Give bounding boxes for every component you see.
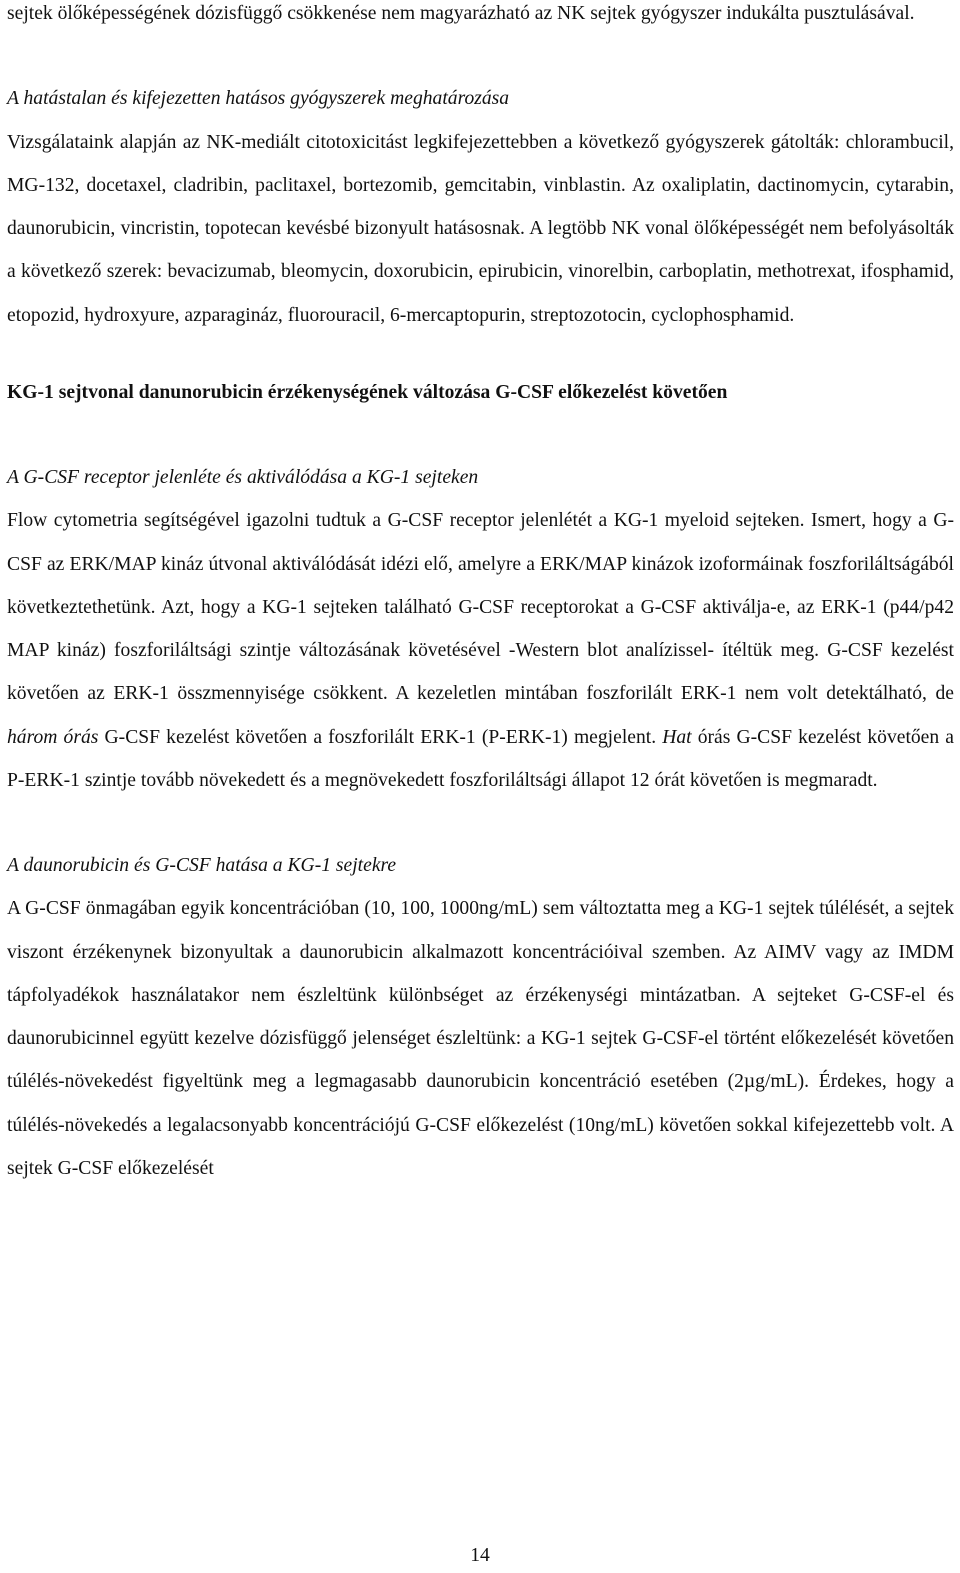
spacer: [7, 414, 954, 456]
spacer: [7, 35, 954, 77]
intro-paragraph: sejtek ölőképességének dózisfüggő csökkenése nem magyarázható az NK sejtek gyógyszer indukálta pusztulásával.: [7, 3, 915, 24]
section4-title: A daunorubicin és G-CSF hatása a KG-1 sejtekre: [7, 855, 397, 876]
section3-title: A G-CSF receptor jelenléte és aktiválódása a KG-1 sejteken: [7, 467, 479, 488]
section3-paragraph: [7, 499, 954, 802]
spacer: [7, 337, 954, 371]
spacer: [7, 802, 954, 844]
section3-italic-three-hours: három órás: [7, 726, 99, 748]
section2-title: KG-1 sejtvonal danunorubicin érzékenységének változása G-CSF előkezelést követően: [7, 381, 728, 403]
section3-text-part3: órás G-CSF kezelést követően a P-ERK-1 szintje tovább növekedett és a megnövekedett foszforiláltsági állapot 12 órát követően is megmaradt.: [7, 726, 954, 791]
section3-text-part1: Flow cytometria segítségével igazolni tudtuk a G-CSF receptor jelenlétét a KG-1 myeloid sejteken. Ismert, hogy a G-CSF az ERK/MAP kináz útvonal aktiválódását idézi elő, amelyre a ERK/MAP kinázok izoformáinak foszforiláltságából következtethetünk. Azt, hogy a KG-1 sejteken található G-CSF receptorokat a G-CSF aktiválja-e, az ERK-1 (p44/p42 MAP kináz) foszforiláltsági szintje változásának követésével -Western blot analízissel- ítéltük meg. G-CSF kezelést követően az ERK-1 összmennyisége csökkent. A kezeletlen mintában foszforilált ERK-1 nem volt detektálható, de: [7, 510, 954, 705]
section4-paragraph: A G-CSF önmagában egyik koncentrációban (10, 100, 1000ng/mL) sem változtatta meg a KG-1 sejtek túlélését, a sejtek viszont érzékenynek bizonyultak a daunorubicin alkalmazott koncentrációival szemben. Az AIMV vagy az IMDM tápfolyadékok használatakor nem észleltünk különbséget az érzékenységi mintázatban. A sejteket G-CSF-el és daunorubicinnel együtt kezelve dózisfüggő jelenséget észleltünk: a KG-1 sejtek G-CSF-el történt előkezelését követően túlélés-növekedést figyeltünk meg a legmagasabb daunorubicin koncentráció esetében (2µg/mL). Érdekes, hogy a túlélés-növekedés a legalacsonyabb koncentrációjú G-CSF előkezelést (10ng/mL) követően sokkal kifejezettebb volt. A sejtek G-CSF előkezelését: [7, 898, 954, 1179]
document-page: [7, 0, 954, 1190]
page-number: 14: [470, 1545, 490, 1566]
section1-title: A hatástalan és kifejezetten hatásos gyógyszerek meghatározása: [7, 88, 510, 110]
section3-text-part2: G-CSF kezelést követően a foszforilált ERK-1 (P-ERK-1) megjelent.: [98, 726, 663, 748]
section1-paragraph: Vizsgálataink alapján az NK-mediált citotoxicitást legkifejezettebben a következő gyógyszerek gátolták: chlorambucil, MG-132, docetaxel, cladribin, paclitaxel, bortezomib, gemcitabin, vinblastin. Az oxaliplatin, dactinomycin, cytarabin, daunorubicin, vincristin, topotecan kevésbé bizonyult hatásosnak. A legtöbb NK vonal ölőképességét nem befolyásolták a következő szerek: bevacizumab, bleomycin, doxorubicin, epirubicin, vinorelbin, carboplatin, methotrexat, ifosphamid, etopozid, hydroxyure, azparagináz, fluorouracil, 6-mercaptopurin, streptozotocin, cyclophosphamid.: [7, 131, 954, 326]
section3-italic-six: Hat: [662, 726, 692, 748]
